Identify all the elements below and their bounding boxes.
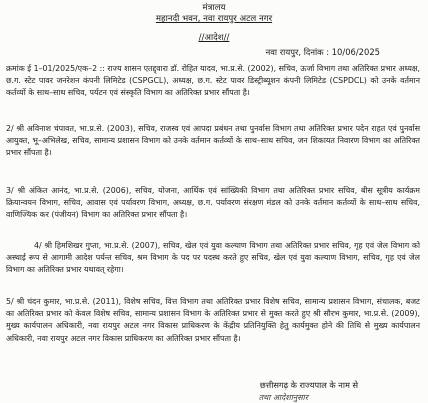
paragraph-5: 5/ श्री चंदन कुमार, भा.प्र.से. (2011), विशेष सचिव, वित्त विभाग तथा अतिरिक्त प्रभार विशेष सचिव, सामान्य प्रशासन विभाग, संचालक, बजट का अतिरिक्त प्रभार को केवल विशेष सचिव, सामान्य प्रशासन विभाग के अतिरिक्त प्रभार से मुक्त करते हुए श्री सौरभ कुमार, भा.प्र.से. (2009), मुख्य कार्यपालन अधिकारी, नवा रायपुर अटल नगर विकास प्राधिकरण के केंद्रीय प्रतिनियुक्ति हेतु कार्यमुक्त होने की तिथि से मुख्य कार्यपालन अधिकारी, नवा रायपुर अटल नगर विकास प्राधिकरण का अतिरिक्त प्रभार सौंपता है। bbox=[6, 297, 420, 343]
order-title: //आदेश// bbox=[198, 33, 230, 43]
paragraph-3: 3/ श्री अंकित आनंद, भा.प्र.से. (2006), सचिव, योजना, आर्थिक एवं सांख्यिकी विभाग तथा अतिरिक्त प्रभार सचिव, बीस सूत्रीय कार्यक्रम क्रियान्वयन विभाग, सचिव, आवास एवं पर्यावरण विभाग, अध्यक्ष, छ.ग. पर्यावरण संरक्षण मंडल को उनके वर्तमान कर्तव्यों के साथ–साथ सचिव, वाणिज्यिक कर (पंजीयन) विभाग का अतिरिक्त प्रभार सौंपता है। bbox=[6, 186, 420, 220]
paragraph-1: क्रमांक ई 1–01/2025/एक–2 :: राज्य शासन एतद्द्वारा डॉ. रोहित यादव, भा.प्र.से. (2002), सचिव, ऊर्जा विभाग तथा अतिरिक्त प्रभार अध्यक्ष, छ.ग. स्टेट पावर जनरेशन कंपनी लिमिटेड (CSPGCL), अध्यक्ष, छ.ग. स्टेट पावर डिस्ट्रीब्यूशन कंपनी लिमिटेड (CSPDCL) को उनके वर्तमान कर्तव्यों के साथ–साथ सचिव, पर्यटन एवं संस्कृति विभाग का अतिरिक्त प्रभार सौंपता है। bbox=[6, 64, 420, 98]
paragraph-4: 4/ श्री हिमशिखर गुप्ता, भा.प्र.से. (2007), सचिव, खेल एवं युवा कल्याण विभाग तथा अतिरिक्त प्रभार सचिव, गृह एवं जेल विभाग को अस्थाई रूप से आगामी आदेश पर्यन्त सचिव, श्रम विभाग के पद पर पदस्थ करते हुए सचिव, खेल एवं युवा कल्याण विभाग, सचिव, गृह एवं जेल विभाग का अतिरिक्त प्रभार यथावत् रहेगा। bbox=[6, 241, 420, 275]
closing-line: छत्तीसगढ़ के राज्यपाल के नाम से bbox=[259, 380, 358, 390]
signature-line: तथा आदेशानुसार bbox=[258, 393, 308, 402]
paragraph-2: 2/ श्री अविनाश चंपावत, भा.प्र.से. (2003), सचिव, राजस्व एवं आपदा प्रबंधन तथा पुनर्वास विभाग तथा अतिरिक्त प्रभार पदेन राहत एवं पुनर्वास आयुक्त, भू–अभिलेख, सचिव, सामान्य प्रशासन विभाग को उनके वर्तमान कर्तव्यों के साथ–साथ सचिव, जन शिकायत निवारण विभाग का अतिरिक्त प्रभार सौंपता है। bbox=[6, 124, 420, 158]
ministry-heading: मंत्रालय bbox=[202, 3, 226, 13]
order-date: नवा रायपुर, दिनांक : 10/06/2025 bbox=[265, 47, 380, 57]
building-address: महानदी भवन, नवा रायपुर अटल नगर bbox=[155, 14, 273, 24]
